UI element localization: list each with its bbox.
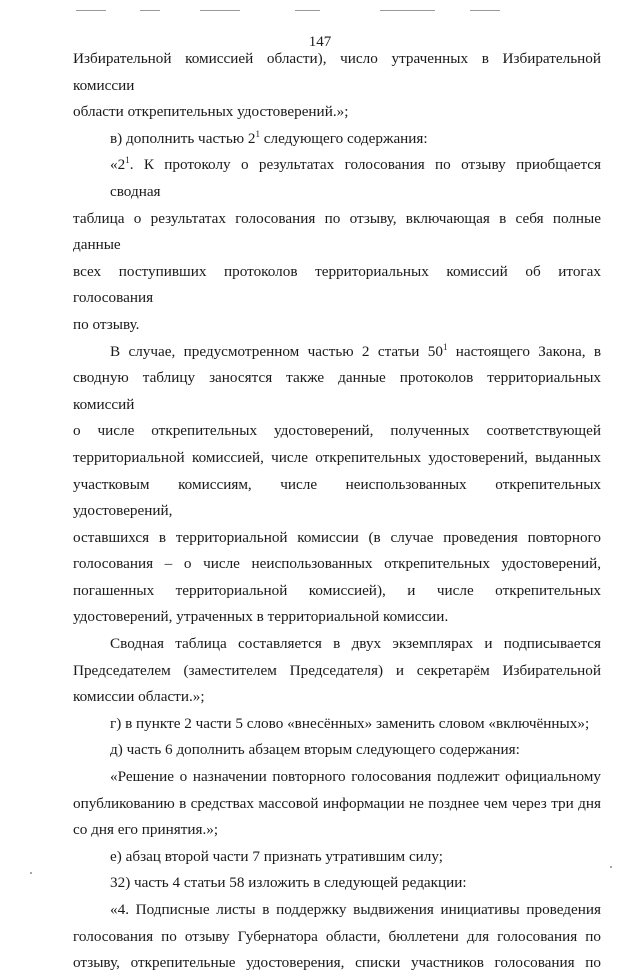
text-line: е) абзац второй части 7 признать утратившим силу; bbox=[110, 847, 444, 865]
text-line: таблица о результатах голосования по отзыву, включающая в себя полные данные bbox=[73, 209, 601, 254]
text-line: комиссии области.»; bbox=[73, 688, 205, 706]
text-line: 32) часть 4 статьи 58 изложить в следующей редакции: bbox=[110, 874, 467, 892]
page-number: 147 bbox=[308, 34, 332, 50]
text-line: сводную таблицу заносятся также данные протоколов территориальных комиссий bbox=[73, 369, 601, 413]
text-line bbox=[73, 152, 601, 205]
text-fragment: «2 bbox=[110, 156, 126, 174]
scan-artifact bbox=[380, 10, 435, 11]
text-line bbox=[73, 339, 601, 366]
text-line: опубликованию в средствах массовой информации не позднее чем через три дня bbox=[73, 794, 601, 812]
text-line: «4. Подписные листы в поддержку выдвижения инициативы проведения bbox=[110, 901, 601, 918]
paragraph-item-d bbox=[73, 737, 601, 764]
paragraph-protocol bbox=[73, 152, 601, 338]
superscript: 1 bbox=[125, 155, 130, 166]
superscript: 1 bbox=[442, 341, 448, 352]
superscript: 1 bbox=[255, 128, 260, 139]
text-line: по отзыву. bbox=[73, 315, 140, 333]
text-line: удостоверений, утраченных в территориальной комиссии. bbox=[73, 608, 449, 626]
text-line: участковым комиссиям, числе неиспользованных открепительных удостоверений, bbox=[73, 475, 601, 520]
text-line: оставшихся в территориальной комиссии (в случае проведения повторного bbox=[73, 528, 601, 546]
text-line: о числе открепительных удостоверений, полученных соответствующей bbox=[73, 422, 601, 440]
text-line: г) в пункте 2 части 5 слово «внесённых» заменить словом «включённых»; bbox=[110, 714, 590, 732]
text-line: Избирательной комиссией области), число утраченных в Избирательной комиссии bbox=[73, 50, 601, 94]
scan-artifact bbox=[76, 10, 106, 11]
text-fragment: в) дополнить частью 2 bbox=[110, 129, 256, 147]
scan-artifact bbox=[140, 10, 160, 11]
paragraph-decision bbox=[73, 764, 601, 844]
text-fragment: настоящего Закона, в bbox=[447, 342, 601, 360]
paragraph-item-32 bbox=[73, 870, 601, 897]
text-fragment: следующего содержания: bbox=[259, 129, 428, 147]
document-body bbox=[73, 46, 601, 977]
scan-artifact bbox=[200, 10, 240, 11]
paragraph-signature-sheets bbox=[73, 897, 601, 977]
paragraph-continuation bbox=[73, 46, 601, 126]
text-fragment: . К протоколу о результатах голосования по отзыву приобщается сводная bbox=[110, 156, 601, 200]
text-line: д) часть 6 дополнить абзацем вторым следующего содержания: bbox=[110, 741, 520, 759]
paragraph-item-e bbox=[73, 844, 601, 871]
text-line: Сводная таблица составляется в двух экземплярах и подписывается bbox=[110, 635, 601, 653]
text-line: всех поступивших протоколов территориальных комиссий об итогах голосования bbox=[73, 262, 601, 307]
text-line: области открепительных удостоверений.»; bbox=[73, 103, 349, 121]
paragraph-item-g bbox=[73, 711, 601, 738]
text-line: со дня его принятия.»; bbox=[73, 821, 219, 839]
text-line: погашенных территориальной комиссией), и числе открепительных bbox=[73, 581, 601, 599]
scan-artifact bbox=[470, 10, 500, 11]
text-line: голосования по отзыву Губернатора области, бюллетени для голосования по bbox=[73, 927, 601, 945]
text-line: отзыву, открепительные удостоверения, списки участников голосования по bbox=[73, 954, 601, 972]
text-line: Председателем (заместителем Председателя) и секретарём Избирательной bbox=[73, 661, 601, 679]
text-line: голосования – о числе неиспользованных открепительных удостоверений, bbox=[73, 555, 601, 573]
paragraph-summary-table bbox=[73, 631, 601, 711]
text-line: территориальной комиссией, числе открепительных удостоверений, выданных bbox=[73, 448, 601, 466]
text-line: «Решение о назначении повторного голосования подлежит официальному bbox=[110, 768, 601, 786]
paragraph-item-v bbox=[73, 126, 601, 153]
scan-artifact bbox=[610, 866, 612, 868]
paragraph-case bbox=[73, 339, 601, 632]
text-fragment: В случае, предусмотренном частью 2 статьи 50 bbox=[110, 342, 443, 360]
scan-artifact bbox=[30, 872, 32, 874]
scan-artifact bbox=[295, 10, 320, 11]
